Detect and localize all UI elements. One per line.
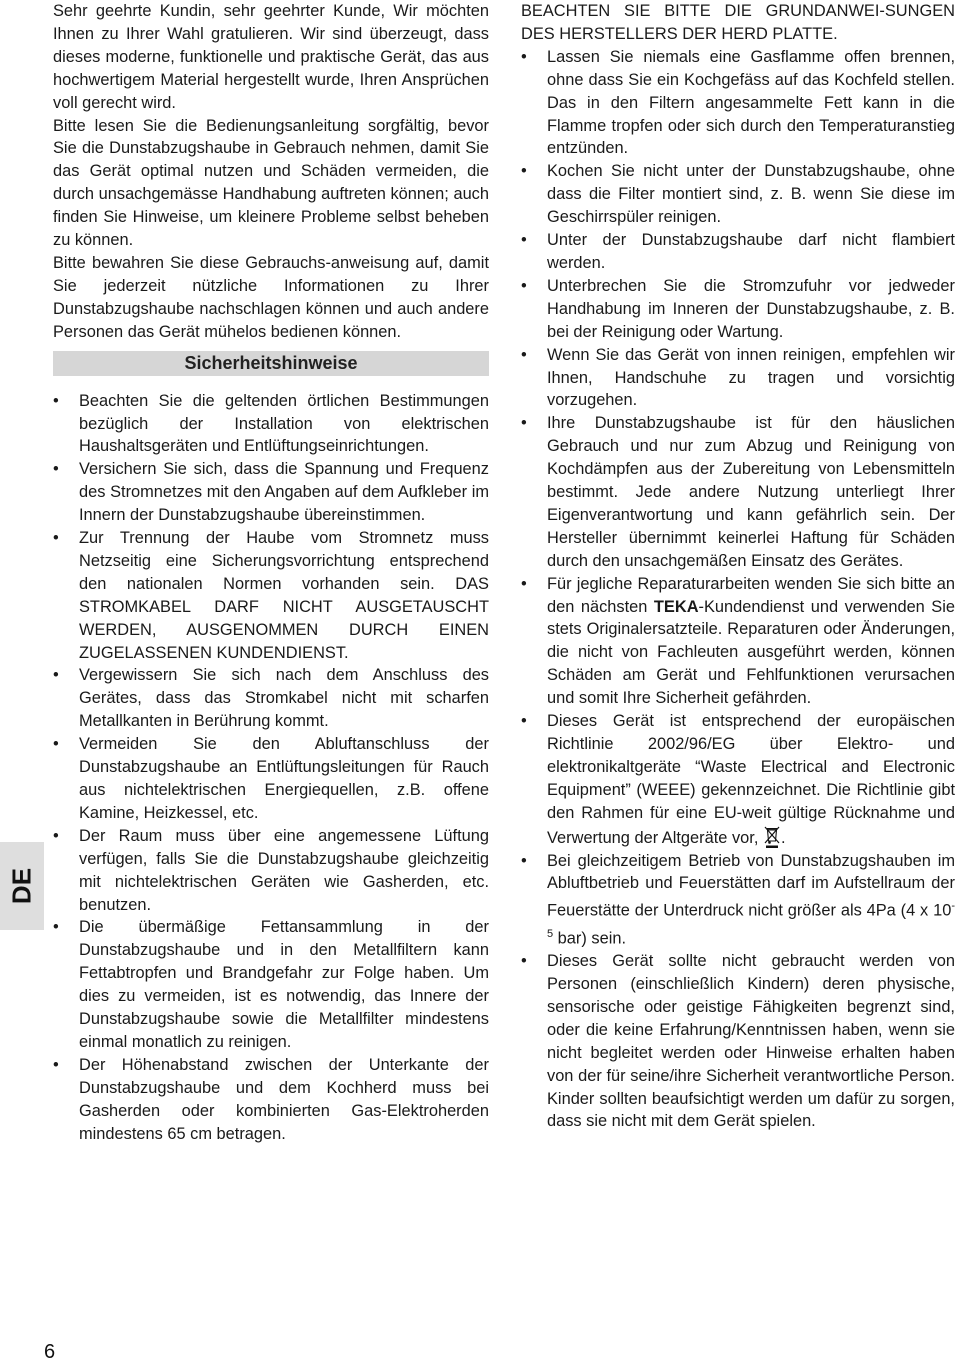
- list-item: • Dieses Gerät sollte nicht gebraucht werden von Personen (einschließlich Kindern) deren physische, sensorische oder geistige Fähigkeiten begrenzt sind, oder die keine Erfahrung/Kenntnissen haben, wenn sie nicht begleitet werden oder Hinweise erhalten haben von der für seine/ihre Sicherheit verantwortliche Person. Kinder sollten beaufsichtigt werden um dafür zu sorgen, dass sie nicht mit dem Gerät spielen.: [521, 952, 955, 1131]
- bullet: •: [521, 414, 527, 433]
- section-heading: Sicherheitshinweise: [53, 351, 489, 376]
- language-tab: [0, 842, 44, 930]
- left-column: [53, 0, 489, 1146]
- bullet: •: [521, 162, 527, 181]
- bullet: •: [521, 47, 527, 66]
- list-item: • Vergewissern Sie sich nach dem Anschluss des Gerätes, dass das Stromkabel nicht mit scharfen Metallkanten in Berührung kommt.: [53, 666, 489, 731]
- bullet: •: [521, 276, 527, 295]
- list-item: • Der Höhenabstand zwischen der Unterkante der Dunstabzugshaube und dem Kochherd muss bei Gasherden oder kombinierten Gas-Elektroherden mindestens 65 cm betragen.: [53, 1055, 489, 1143]
- language-label: DE: [6, 867, 37, 905]
- safety-list-right: [521, 46, 955, 1134]
- right-column: [521, 0, 955, 1133]
- bullet: •: [53, 918, 59, 937]
- list-item: • Die übermäßige Fettansammlung in der Dunstabzugshaube und in den Metallfiltern kann Fettabtropfen und Brandgefahr zur Folge haben. Um dies zu vermeiden, ist es notwendig, das Innere der Dunstabzugshaube sowie die Metallfilter mindestens einmal monatlich zu reinigen.: [53, 918, 489, 1051]
- crossed-out-wheelie-bin-icon: [763, 825, 781, 849]
- list-item: • Versichern Sie sich, dass die Spannung und Frequenz des Stromnetzes mit den Angaben auf dem Aufkleber im Innern der Dunstabzugshaube übereinstimmen.: [53, 460, 489, 525]
- bullet: •: [53, 666, 59, 685]
- bullet: •: [53, 460, 59, 479]
- bullet: •: [53, 735, 59, 754]
- exponent: -5: [547, 900, 955, 940]
- list-item: • Lassen Sie niemals eine Gasflamme offen brennen, ohne dass Sie ein Kochgefäss auf das Kochfeld stellen. Das in den Filtern angesammelte Fett kann in die Flamme tropfen oder sich durch den Temperaturanstieg entzünden.: [521, 47, 955, 158]
- intro-keep-manual: Bitte bewahren Sie diese Gebrauchs-anweisung auf, damit Sie jederzeit nützliche Informationen zu Ihrer Dunstabzugshaube nachschlagen können und auch andere Personen das Gerät mühelos bedienen können.: [53, 253, 489, 341]
- page-number: 6: [44, 1341, 56, 1363]
- bullet: •: [521, 851, 527, 870]
- bullet: •: [521, 231, 527, 250]
- bullet: •: [53, 391, 59, 410]
- bullet: •: [53, 826, 59, 845]
- bullet: •: [53, 1055, 59, 1074]
- bullet: •: [521, 345, 527, 364]
- bullet: •: [53, 529, 59, 548]
- list-item: • Zur Trennung der Haube vom Stromnetz muss Netzseitig eine Sicherungsvorrichtung entsprechend den nationalen Normen vorhanden sein. DAS STROMKABEL DARF NICHT AUSGETAUSCHT WERDEN, AUSGENOMMEN DURCH EINEN ZUGELASSENEN KUNDENDIENST.: [53, 529, 489, 662]
- safety-list-left: [53, 390, 489, 1146]
- list-item: • Unter der Dunstabzugshaube darf nicht flambiert werden.: [521, 231, 955, 272]
- list-item: • Vermeiden Sie den Abluftanschluss der Dunstabzugshaube an Entlüftungsleitungen für Rauch aus nichtelektrischen Energiequellen, z.B. offene Kamine, Heizkessel, etc.: [53, 735, 489, 822]
- bullet: •: [521, 952, 527, 971]
- bullet: •: [521, 574, 527, 593]
- list-item: • Dieses Gerät ist entsprechend der europäischen Richtlinie 2002/96/EG über Elektro- und elektronikaltgeräte “Waste Electrical and Electronic Equipment” (WEEE) gekennzeichnet. Die Richtlinie gibt den Rahmen für eine EU-weit gültige Rücknahme und Verwertung der Altgeräte vor, .: [521, 712, 955, 847]
- list-item: • Der Raum muss über eine angemessene Lüftung verfügen, falls Sie die Dunstabzugshaube gleichzeitig mit nichtelektrischen Geräten wie Gasherden, etc. benutzen.: [53, 826, 489, 914]
- list-item: • Kochen Sie nicht unter der Dunstabzugshaube, ohne dass die Filter montiert sind, z. B. wenn Sie diese im Geschirrspüler reinigen.: [521, 162, 955, 227]
- manufacturer-notice: BEACHTEN SIE BITTE DIE GRUNDANWEI-SUNGEN DES HERSTELLERS DER HERD PLATTE.: [521, 2, 955, 43]
- intro-instructions: Bitte lesen Sie die Bedienungsanleitung sorgfältig, bevor Sie die Dunstabzugshaube in Gebrauch nehmen, damit Sie das Gerät optimal nutzen und Schäden vermeiden, die durch unsachgemässe Handhabung auftreten können; auch finden Sie Hinweise, um kleinere Probleme selbst beheben zu können.: [53, 116, 489, 250]
- intro-greeting: Sehr geehrte Kundin, sehr geehrter Kunde, Wir möchten Ihnen zu Ihrer Wahl gratulieren. Wir sind überzeugt, dass dieses moderne, funktionelle und praktische Gerät, das aus hochwertigem Material hergestellt wurde, Ihren Ansprüchen voll gerecht wird.: [53, 2, 489, 112]
- list-item: • Ihre Dunstabzugshaube ist für den häuslichen Gebrauch und nur zum Abzug und Reinigung von Kochdämpfen aus der Zubereitung von Lebensmitteln bestimmt. Jede andere Nutzung unterliegt Ihrer Eigenverantwortung und kann gefährlich sein. Der Hersteller übernimmt keinerlei Haftung für Schäden durch den unsachgemäßen Einsatz des Gerätes.: [521, 414, 955, 570]
- list-item: • Beachten Sie die geltenden örtlichen Bestimmungen bezüglich der Installation von elektrischen Haushaltsgeräten und Entlüftungseinrichtungen.: [53, 391, 489, 456]
- list-item: • Wenn Sie das Gerät von innen reinigen, empfehlen wir Ihnen, Handschuhe zu tragen und vorsichtig vorzugehen.: [521, 345, 955, 410]
- list-item: • Bei gleichzeitigem Betrieb von Dunstabzugshauben im Abluftbetrieb und Feuerstätten darf im Aufstellraum der Feuerstätte der Unterdruck nicht größer als 4Pa (4 x $10^{-5}$ bar) sein.: [521, 851, 955, 948]
- bullet: •: [521, 712, 527, 731]
- brand-name: TEKA: [653, 597, 699, 616]
- list-item: • Unterbrechen Sie die Stromzufuhr vor jedweder Handhabung im Inneren der Dunstabzugshaube, z. B. bei der Reinigung oder Wartung.: [521, 276, 955, 341]
- list-item: • Für jegliche Reparaturarbeiten wenden Sie sich bitte an den nächsten TEKA-Kundendienst und verwenden Sie stets Originalersatzteile. Reparaturen oder Änderungen, die nicht von Fachleuten ausgeführt werden, können Schäden am Gerät und Fehlfunktionen verursachen und somit Ihre Sicherheit gefährden.: [521, 574, 955, 708]
